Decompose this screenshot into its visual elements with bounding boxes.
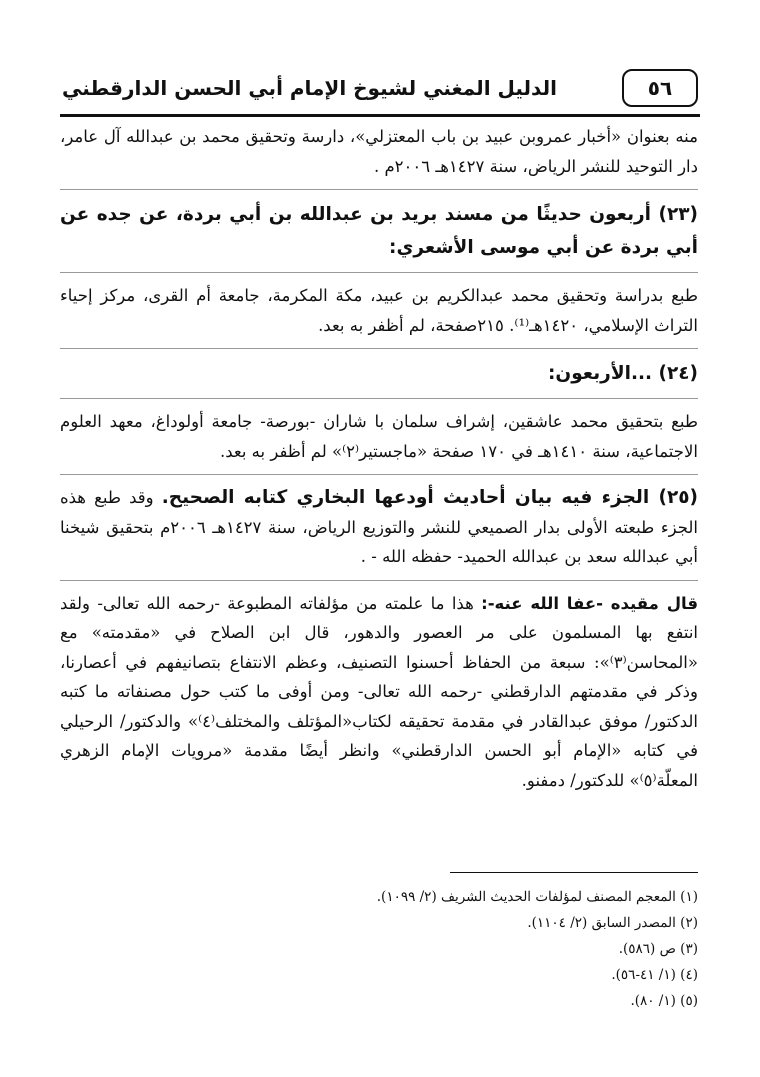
- entry-24-title: (٢٤) ...الأربعون:: [548, 363, 698, 384]
- footnote-5: (٥) (١/ ٨٠).: [630, 993, 698, 1009]
- entry-divider: [60, 580, 698, 581]
- footnote-1: (١) المعجم المصنف لمؤلفات الحديث الشريف (٢/ ١٠٩٩).: [376, 889, 698, 905]
- footnote-3: (٣) ص (٥٨٦).: [618, 941, 698, 957]
- entry-divider: [60, 474, 698, 475]
- footnote-4: (٤) (١/ ٤١-٥٦).: [611, 967, 698, 983]
- entry-divider: [60, 348, 698, 349]
- page-number-badge: [622, 69, 698, 107]
- closing-paragraph: [60, 589, 698, 796]
- header-rule: [60, 114, 700, 117]
- closing-text: هذا ما علمته من مؤلفاته المطبوعة -رحمه الله تعالى- ولقد انتفع بها المسلمون على مر العصور والدهور، قال ابن الصلاح في «مقدمته» مع «المحاسن⁽٣⁾»: سبعة من الحفاظ أحسنوا التصنيف، وعظم الانتفاع بتصانيفهم في أعصارنا، وذكر في مقدمتهم الدارقطني -رحمه الله تعالى- ومن أوفى ما كتب حول مصنفاته ما كتبه الدكتور/ موفق عبدالقادر في مقدمة تحقيقه لكتاب«المؤتلف والمختلف⁽٤⁾» والدكتور/ الرحيلي في كتابه «الإمام أبو الحسن الدارقطني» وانظر أيضًا مقدمة «مرويات الإمام الزهري المعلّة⁽٥⁾» للدكتور/ دمفنو.: [60, 593, 699, 790]
- footnote-rule: [450, 872, 698, 873]
- entry-23-title: (٢٣) أربعون حديثًا من مسند بريد بن عبدالله بن أبي بردة، عن جده عن أبي بردة عن أبي موسى الأشعري:: [60, 204, 698, 258]
- page-number: ٥٦: [647, 76, 673, 100]
- footnote-2: (٢) المصدر السابق (٢/ ١١٠٤).: [527, 915, 698, 931]
- entry-23-text: طبع بدراسة وتحقيق محمد عبدالكريم بن عبيد، مكة المكرمة، جامعة أم القرى، مركز إحياء التراث الإسلامي، ١٤٢٠هـ⁽¹⁾. ٢١٥صفحة، لم أظفر به بعد.: [60, 286, 698, 335]
- page-body: [60, 122, 698, 801]
- entry-25: [60, 483, 698, 572]
- entry-24-text: طبع بتحقيق محمد عاشقين، إشراف سلمان با شاران -بورصة- جامعة أولوداغ، معهد العلوم الاجتماعية، سنة ١٤١٠هـ في ١٧٠ صفحة «ماجستير⁽٢⁾» لم أظفر به بعد.: [60, 412, 698, 461]
- closing-lead: قال مقيده -عفا الله عنه-:: [481, 593, 699, 613]
- entry-divider: [60, 272, 698, 273]
- entry-25-title: (٢٥) الجزء فيه بيان أحاديث أودعها البخاري كتابه الصحيح.: [161, 487, 699, 508]
- entry-divider: [60, 189, 698, 190]
- running-title: الدليل المغني لشيوخ الإمام أبي الحسن الدارقطني: [62, 76, 557, 100]
- entry-divider: [60, 398, 698, 399]
- page-header: [62, 68, 698, 108]
- footnotes: [278, 884, 698, 1014]
- entry-25-text: وقد طبع هذه الجزء طبعته الأولى بدار الصميعي للنشر والتوزيع الرياض، سنة ١٤٢٧هـ ٢٠٠٦م بتحقيق شيخنا أبي عبدالله سعد بن عبدالله الحميد- حفظه الله - .: [60, 488, 698, 566]
- paragraph-intro: منه بعنوان «أخبار عمروبن عبيد بن باب المعتزلي»، دارسة وتحقيق محمد بن عبدالله آل عامر، دار التوحيد للنشر الرياض، سنة ١٤٢٧هـ ٢٠٠٦م .: [60, 127, 698, 176]
